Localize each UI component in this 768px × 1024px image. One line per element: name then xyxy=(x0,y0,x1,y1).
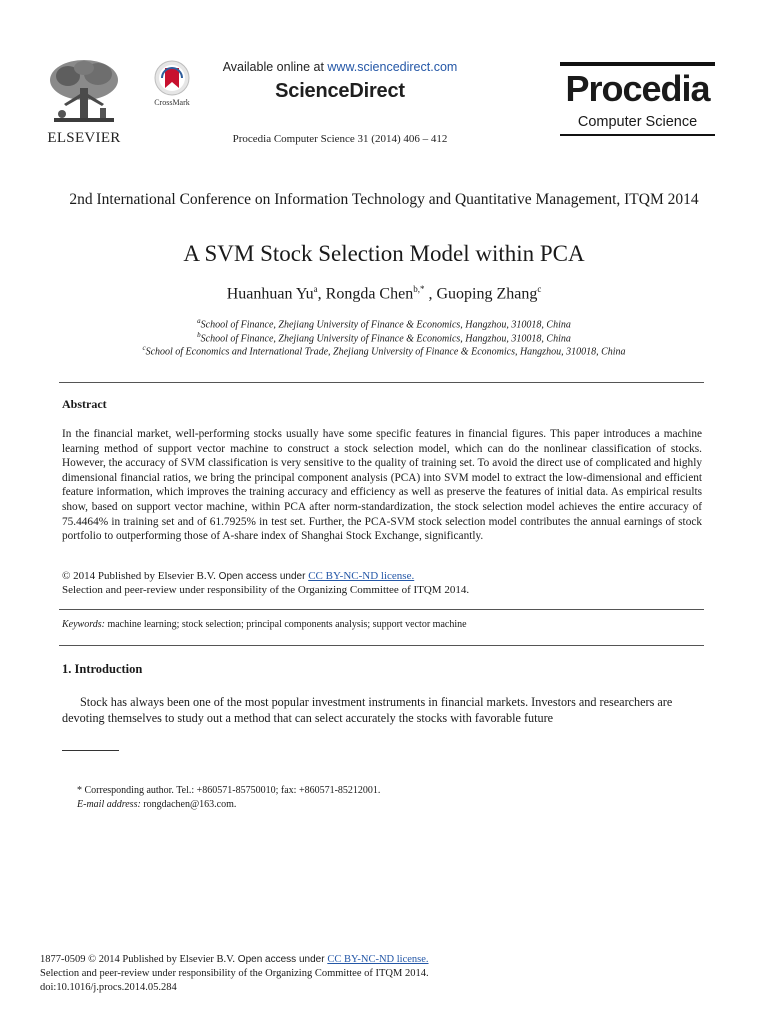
procedia-wordmark: Procedia xyxy=(565,68,710,109)
affiliation-b xyxy=(62,331,706,344)
author-list xyxy=(62,284,706,303)
affiliation-mark: c xyxy=(142,344,146,352)
procedia-logo xyxy=(560,62,715,136)
affiliation-a xyxy=(62,317,706,330)
keywords-label: Keywords: xyxy=(62,619,105,630)
sciencedirect-url-link[interactable]: www.sciencedirect.com xyxy=(327,60,458,74)
corresponding-author-footnote: * Corresponding author. Tel.: +860571-85750010; fax: +860571-85212001. xyxy=(77,785,381,796)
keywords-text: machine learning; stock selection; principal components analysis; support vector machine xyxy=(104,619,467,630)
introduction-text: Stock has always been one of the most popular investment instruments in financial markets. Investors and researchers are devoting themselves to study out a method that can select accurately the stocks with favorable future xyxy=(62,695,673,725)
procedia-top-rule xyxy=(560,62,715,66)
publisher-name: ELSEVIER xyxy=(47,130,121,146)
abstract-heading: Abstract xyxy=(62,397,107,411)
issn-line xyxy=(40,954,429,965)
journal-citation: Procedia Computer Science 31 (2014) 406 – 412 xyxy=(232,133,448,145)
conference-name: 2nd International Conference on Information Technology and Quantitative Management, ITQM 2014 xyxy=(69,191,699,208)
license-link[interactable]: CC BY-NC-ND license. xyxy=(308,570,415,582)
procedia-bottom-rule xyxy=(560,134,715,136)
copyright-text: © 2014 Published by Elsevier B.V. xyxy=(62,570,216,582)
open-access-text: Open access under xyxy=(235,954,328,965)
affiliation-c xyxy=(62,344,706,357)
abstract-body: In the financial market, well-performing stocks usually have some specific features in financial figures. This paper introduces a machine learning method of support vector machine to construct a stock selection model, which can do the nonlinear classification of stocks. However, the accuracy of SVM classification is very sensitive to the quality of training set. To avoid the direct use of complicated and highly dimensional financial ratios, we bring the principal component analysis (PCA) into SVM model to extract the low-dimensional and efficient feature information, which improves the training accuracy and efficiency as well as preserve the features of initial data. As empirical results show, based on support vector machine, within PCA after norm-standardization, the stock selection model achieves the entire accuracy of 75.4464% in training set and of 61.7925% in test set. Further, the PCA-SVM stock selection model contributes the annual earnings of stock portfolio to outperforming those of A-share index of Shanghai Stock Exchange, significantly. xyxy=(62,428,702,543)
author-name: Rongda Chen xyxy=(325,285,414,303)
author-separator: , xyxy=(424,285,437,303)
bottom-review-line: Selection and peer-review under responsibility of the Organizing Committee of ITQM 2014. xyxy=(40,968,429,979)
crossmark-badge[interactable] xyxy=(148,60,196,112)
issn-text: 1877-0509 © 2014 Published by Elsevier B.V. xyxy=(40,954,236,965)
abstract-review-line: Selection and peer-review under responsibility of the Organizing Committee of ITQM 2014. xyxy=(62,584,470,596)
author-separator: , xyxy=(317,285,326,303)
author-name: Huanhuan Yu xyxy=(226,285,314,303)
email-label: E-mail address: xyxy=(77,799,141,810)
sciencedirect-wordmark: ScienceDirect xyxy=(275,80,405,102)
procedia-subtitle: Computer Science xyxy=(577,114,698,130)
divider-keywords-bottom xyxy=(59,645,704,646)
affiliation-text: School of Economics and International Trade, Zhejiang University of Finance & Economics, Hangzhou, 310018, China xyxy=(145,346,626,358)
author-affil-mark: a xyxy=(313,284,318,294)
doi-line[interactable]: doi:10.1016/j.procs.2014.05.284 xyxy=(40,982,177,993)
email-footnote xyxy=(77,799,236,810)
license-link[interactable]: CC BY-NC-ND license. xyxy=(327,954,429,965)
affiliation-mark: b xyxy=(197,331,201,339)
divider-keywords-top xyxy=(59,609,704,610)
abstract-copyright-line xyxy=(62,570,414,582)
introduction-body xyxy=(62,694,702,726)
crossmark-icon xyxy=(154,60,190,96)
author-name: Guoping Zhang xyxy=(436,285,538,303)
available-prefix: Available online at xyxy=(222,60,328,74)
affiliation-mark: a xyxy=(197,317,201,325)
author-affil-mark: c xyxy=(537,284,542,294)
footnote-rule xyxy=(62,750,119,751)
affiliation-text: School of Finance, Zhejiang University of Finance & Economics, Hangzhou, 310018, China xyxy=(200,333,571,345)
email-value: rongdachen@163.com. xyxy=(140,799,237,810)
author-affil-mark: b,* xyxy=(413,284,425,294)
elsevier-logo xyxy=(40,58,128,150)
crossmark-label: CrossMark xyxy=(154,98,190,107)
introduction-heading: 1. Introduction xyxy=(62,662,143,676)
keywords-line xyxy=(62,619,467,630)
availability-line xyxy=(210,60,470,74)
paper-title: A SVM Stock Selection Model within PCA xyxy=(183,241,585,266)
open-access-text: Open access under xyxy=(215,571,309,582)
elsevier-tree-icon xyxy=(44,58,124,128)
divider-top xyxy=(59,382,704,383)
affiliation-text: School of Finance, Zhejiang University of Finance & Economics, Hangzhou, 310018, China xyxy=(200,319,571,331)
